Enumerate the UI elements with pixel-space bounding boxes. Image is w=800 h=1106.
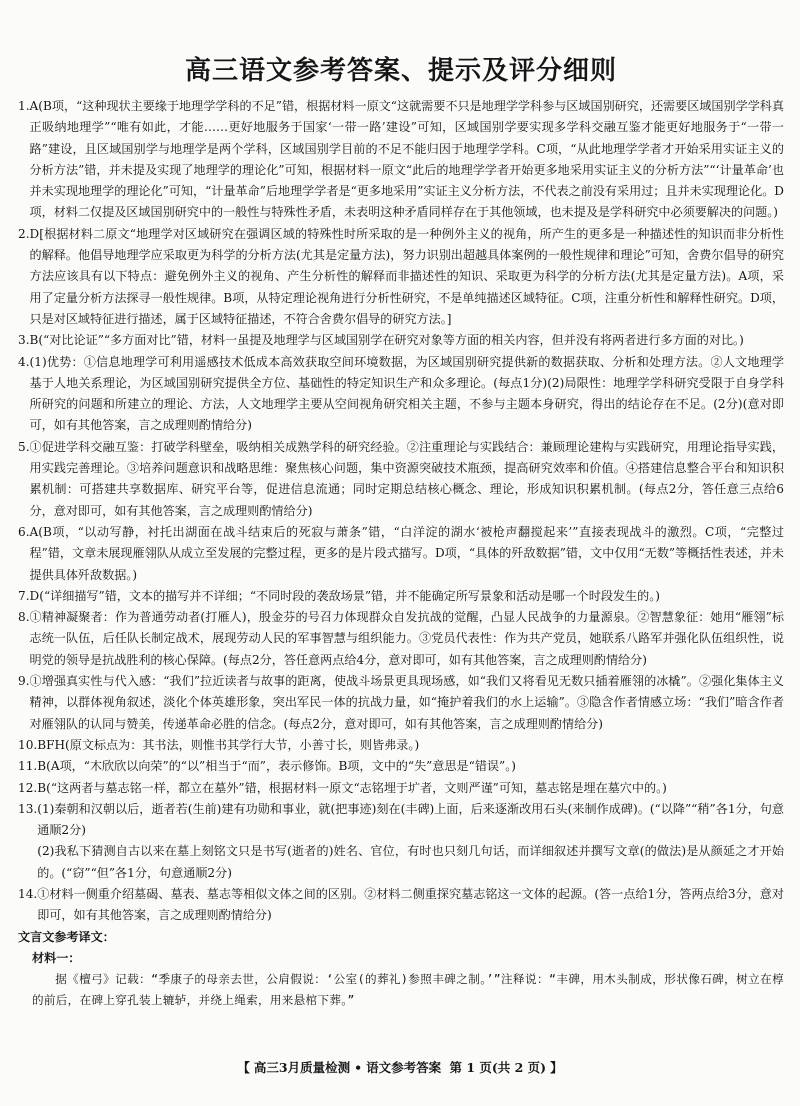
answer-text: [30, 586, 784, 607]
answer-text: [37, 884, 784, 927]
answer-paragraph: D(“详细描写”错，文本的描写并不详细；“不同时段的袭敌场景”错，并不能确定所写景象和活动是哪一个时段发生的。): [29, 588, 660, 603]
answer-text: [30, 671, 784, 735]
answer-text: [30, 437, 784, 522]
answer-number: 10.: [18, 737, 38, 752]
answer-item: [18, 884, 784, 927]
page-footer: [0, 1058, 800, 1076]
answer-text: [30, 522, 784, 586]
answer-text: [30, 330, 784, 351]
answer-paragraph: D[根据材料二原文“地理学对区域研究在强调区域的特殊性时所采取的是一种例外主义的视角，所产生的更多是一种描述性的知识而非分析性的解释。他倡导地理学应采取更为科学的分析方法(尤其是定量方法)，努力识别出超越具体案例的一般性规律和理论”可知，舍费尔倡导的研究方法应该具有以下特点：避免例外主义的视角、产生分析性的解释而非描述性的知识、采取更为科学的分析方法(尤其是定量方法)。A项，采用了定量分析方法探寻一般性规律。B项，从特定理论视角进行分析性研究，不是单纯描述区域特征。C项，注重分析性和解释性研究。D项，只是对区域特征进行描述，属于区域特征描述，不符合舍费尔倡导的研究方法。]: [29, 226, 784, 326]
answer-paragraph: ①促进学科交融互鉴：打破学科壁垒，吸纳相关成熟学科的研究经验。②注重理论与实践结合：兼顾理论建构与实践研究，用理论指导实践，用实践完善理论。③培养问题意识和战略思维：聚焦核心问题，集中资源突破技术瓶颈，提高研究效率和价值。④搭建信息整合平台和知识积累机制：可搭建共享数据库、研究平台等，促进信息流通；同时定期总结核心概念、理论，形成知识积累机制。(每点2分，答任意三点给6分，意对即可，如有其他答案，言之成理则酌情给分): [29, 439, 784, 518]
answer-paragraph: ①材料一侧重介绍墓碣、墓表、墓志等相似文体之间的区别。②材料二侧重探究墓志铭这一文体的起源。(答一点给1分，答两点给3分，意对即可，如有其他答案，言之成理则酌情给分): [37, 886, 784, 923]
footer-bracket-open: 【: [237, 1060, 250, 1075]
answer-item: [18, 778, 784, 799]
material-label: 材料一：: [32, 950, 81, 965]
answer-text: [37, 756, 784, 777]
answer-item: [18, 330, 784, 351]
answer-number: 11.: [18, 759, 38, 774]
footer-dot: •: [354, 1060, 363, 1075]
answer-number: 5.: [18, 439, 30, 454]
answer-paragraph: A(B项，“以动写静，衬托出湖面在战斗结束后的死寂与萧条”错，“白洋淀的湖水‘被枪声翻搅起来’”直接表现战斗的激烈。C项，“完整过程”错，文章未展现雁翎队从成立至发展的完整过程，更多的是片段式描写。D项，“具体的歼敌数据”错，文中仅用“无数”等概括性表述，并未提供具体歼敌数据。): [29, 524, 784, 582]
page-title: 高三语文参考答案、提示及评分细则: [184, 56, 617, 86]
answer-text: [30, 96, 784, 224]
answer-paragraph: B(“对比论证”“多方面对比”错，材料一虽提及地理学与区域国别学在研究对象等方面的相关内容，但并没有将两者进行多方面的对比。): [29, 333, 744, 348]
answer-paragraph: A(B项，“这种现状主要缘于地理学学科的不足”错，根据材料一原文“这就需要不只是地理学学科参与区域国别研究，还需要区域国别学学科真正吸纳地理学”“唯有如此，才能……更好地服务于国家‘一带一路’建设”可知，区域国别学要实现多学科交融互鉴才能更好地服务于“一带一路”建设，且区域国别学与地理学是两个学科，区域国别学目前的不足不能归因于地理学学科。C项，“从此地理学学者才开始采用实证主义的分析方法”错，并未提及实现了地理学的理论化”可知，根据材料一原文“此后的地理学学者开始更多地采用实证主义的分析方法”“‘计量革命’也并未实现地理学的理论化”可知，“计量革命”后地理学学者是“更多地采用”实证主义分析方法，不代表之前没有采用过；且并未实现理论化。D项，材料二仅提及区域国别研究中的一般性与特殊性矛盾，未表明这种矛盾同样存在于其他领域，也未提及是学科研究中必须要解决的问题。): [29, 99, 784, 220]
answer-number: 12.: [18, 780, 38, 795]
answer-paragraph: ①增强真实性与代入感：“我们”拉近读者与故事的距离，使战斗场景更具现场感，如“我们又将看见无数只插着雁翎的冰橇”。②强化集体主义精神，以群体视角叙述，淡化个体英雄形象，突出军民一体的抗战力量，如“掩护着我们的水上运输”。③隐含作者情感立场：“我们”暗含作者对雁翎队的认同与赞美，传递革命必胜的信念。(每点2分，意对即可，如有其他答案，言之成理则酌情给分): [29, 674, 784, 731]
answer-number: 2.: [18, 226, 30, 241]
answer-item: [18, 671, 784, 735]
answer-paragraph: (2)我私下猜测自古以来在墓上刻铭文只是书写(逝者的)姓名、官位，有时也只刻几句话，而详细叙述并撰写文章(的做法)是从颜延之才开始的。(“窃”“但”各1分，句意通顺2分): [37, 844, 784, 880]
answer-item: [18, 224, 784, 330]
answer-text: [37, 735, 784, 756]
answer-item: [18, 522, 784, 586]
answer-item: [18, 586, 784, 607]
answer-number: 8.: [18, 610, 30, 625]
answer-text: [37, 778, 784, 799]
answer-number: 14.: [18, 886, 38, 901]
answer-item: [18, 799, 784, 884]
answer-text: [30, 607, 784, 671]
footer-subject: 语文参考答案: [366, 1060, 442, 1075]
answer-number: 9.: [18, 674, 30, 689]
answer-paragraph: B(“这两者与墓志铭一样，都立在墓外”错，根据材料一原文“志铭埋于圹者，文则严谨”可知，墓志铭是埋在墓穴中的。): [37, 780, 667, 795]
answer-paragraph: (1)秦朝和汉朝以后，逝者若(生前)建有功勋和事业，就(把事迹)刻在(丰碑)上面，后来逐渐改用石头(来制作成碑)。(“以降”“稍”各1分，句意通顺2分): [37, 801, 784, 838]
answer-number: 1.: [18, 99, 30, 113]
footer-page-number: 第 1 页(共 2 页): [449, 1060, 547, 1075]
answer-number: 4.: [18, 354, 30, 369]
answer-item: [18, 735, 784, 756]
answer-paragraph: (1)优势：①信息地理学可利用遥感技术低成本高效获取空间环境数据，为区域国别研究提供新的数据获取、分析和处理方法。②人文地理学基于人地关系理论，为区域国别研究提供全方位、基础性的特定知识生产和众多理论。(每点1分)(2)局限性：地理学学科研究受限于自身学科所研究的问题和所建立的理论、方法，人文地理学主要从空间视角研究相关主题，不参与主题本身研究，得出的结论存在不足。(2分)(意对即可，如有其他答案，言之成理则酌情给分): [29, 354, 784, 433]
answer-paragraph: ①精神凝聚者：作为普通劳动者(打雁人)，殷金芬的号召力体现群众自发抗战的觉醒，凸显人民战争的力量源泉。②智慧象征：她用“雁翎”标志统一队伍，后任队长制定战术，展现劳动人民的军事智慧与组织能力。③党员代表性：作为共产党员，她联系八路军并强化队伍组织性，说明党的领导是抗战胜利的核心保障。(每点2分，答任意两点给4分，意对即可，如有其他答案，言之成理则酌情给分): [29, 610, 784, 667]
answer-number: 7.: [18, 588, 30, 603]
answer-paragraph: B(A项，“木欣欣以向荣”的“以”相当于“而”，表示修饰。B项，文中的“失”意思是“错误”。): [37, 759, 516, 774]
answer-item: [18, 96, 784, 224]
translation-text: 据《檀弓》记载：“季康子的母亲去世，公肩假说：‘公室(的葬礼)参照丰碑之制。’”注释说：“丰碑，用木头制成，形状像石碑，树立在椁的前后，在碑上穿孔装上辘轳，并绕上绳索，用来悬棺下葬。”: [32, 972, 784, 1008]
answer-item: [18, 607, 784, 671]
translation-heading: 文言文参考译文：: [18, 929, 115, 944]
answer-text: [30, 224, 784, 330]
footer-bracket-close: 】: [550, 1060, 563, 1075]
answer-item: [18, 756, 784, 777]
answer-number: 13.: [18, 801, 38, 816]
answer-number: 6.: [18, 524, 30, 539]
answer-paragraph: BFH(原文标点为：其书法，则惟书其学行大节，小善寸长，则皆弗录。): [37, 737, 420, 752]
answer-number: 3.: [18, 333, 30, 348]
answer-item: [18, 352, 784, 437]
answer-item: [18, 437, 784, 522]
footer-exam-name: 高三3月质量检测: [253, 1060, 351, 1075]
answer-text: [37, 799, 784, 884]
answer-list: [18, 96, 784, 1012]
answer-text: [30, 352, 784, 437]
